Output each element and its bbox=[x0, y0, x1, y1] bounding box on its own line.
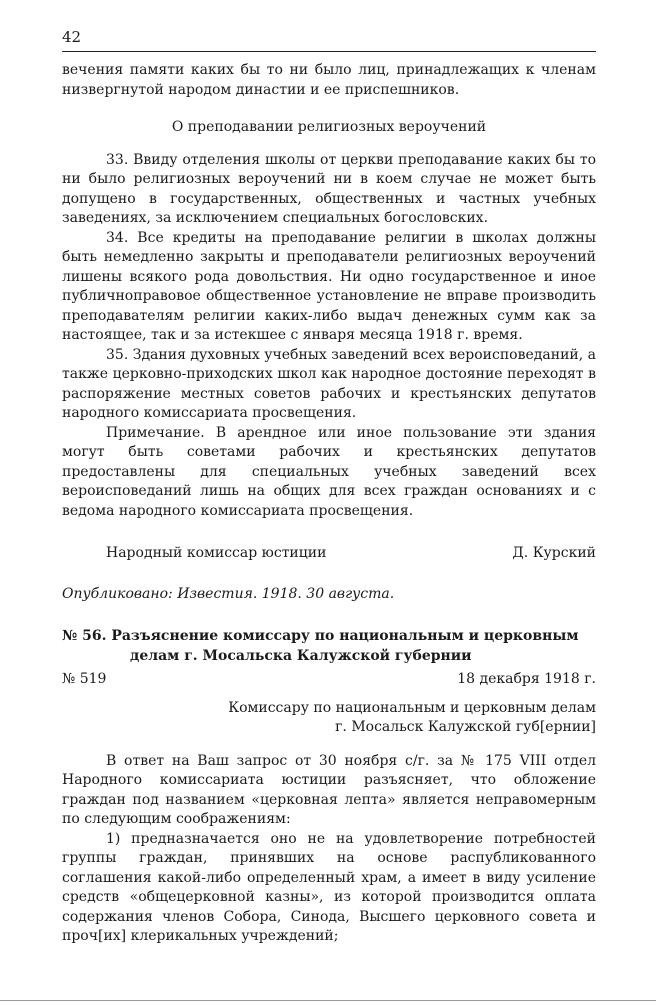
addressee-line-1: Комиссару по национальным и церковным делам bbox=[228, 699, 596, 716]
header-rule bbox=[62, 51, 596, 52]
page-number: 42 bbox=[62, 28, 82, 46]
signature-block bbox=[62, 544, 596, 564]
signature-name: Д. Курский bbox=[512, 545, 596, 561]
publication-note: Опубликовано: Известия. 1918. 30 августа. bbox=[62, 585, 395, 602]
addressee-line-2: г. Мосальск Калужской губ[ернии] bbox=[335, 719, 596, 735]
lead-paragraph: вечения памяти каких бы то ни было лиц, принадлежащих к членам низвергнутой народом династии и ее приспешников. bbox=[62, 62, 596, 98]
body-paragraph-2: 1) предназначается оно не на удовлетворение потребностей группы граждан, принявших на основе распубликованного соглашения какой-либо определенный храм, а имеет в виду усиление средств «общецерковной казны», из которой производится оплата содержания членов Собора, Синода, Высшего церковного совета и проч[их] клерикальных учреждений; bbox=[62, 830, 596, 944]
page-content bbox=[62, 61, 596, 947]
document-meta bbox=[62, 670, 596, 690]
document-number: № 519 bbox=[62, 671, 107, 687]
bottom-edge-line bbox=[0, 1000, 656, 1001]
paragraph-35: 35. Здания духовных учебных заведений всех вероисповеданий, а также церковно-приходских школ как народное достояние переходят в распоряжение местных советов рабочих и крестьянских депутатов народного комиссариата просвещения. bbox=[62, 346, 596, 421]
document-title: № 56. Разъяснение комиссару по национальным и церковным делам г. Мосальска Калужской губернии bbox=[62, 628, 579, 664]
document-date: 18 декабря 1918 г. bbox=[457, 671, 596, 687]
addressee-block bbox=[62, 699, 596, 738]
signature-title: Народный комиссар юстиции bbox=[106, 545, 327, 561]
section-heading: О преподавании религиозных вероучений bbox=[171, 119, 487, 135]
paragraph-33: 33. Ввиду отделения школы от церкви преподавание каких бы то ни было религиозных вероучений ни в коем случае не может быть допущено в государственных, общественных и частных учебных заведениях, за исключением специальных богословских. bbox=[62, 151, 596, 226]
body-paragraph-1: В ответ на Ваш запрос от 30 ноября с/г. за № 175 VIII отдел Народного комиссариата юстиции разъясняет, что обложение граждан под названием «церковная лепта» является неправомерным по следующим соображениям: bbox=[62, 752, 596, 827]
paragraph-34: 34. Все кредиты на преподавание религии в школах должны быть немедленно закрыты и преподаватели религиозных вероучений лишены всякого рода довольствия. Ни одно государственное и иное публичноправовое общественное установление не вправе производить преподавателям религии каких-либо выдач денежных сумм как за настоящее, так и за истекшее с января месяца 1918 г. время. bbox=[62, 229, 596, 343]
note-paragraph: Примечание. В арендное или иное пользование эти здания могут быть советами рабочих и крестьянских депутатов предоставлены для специальных учебных заведений всех вероисповеданий лишь на общих для всех граждан основаниях и с ведома народного комиссариата просвещения. bbox=[62, 424, 596, 519]
